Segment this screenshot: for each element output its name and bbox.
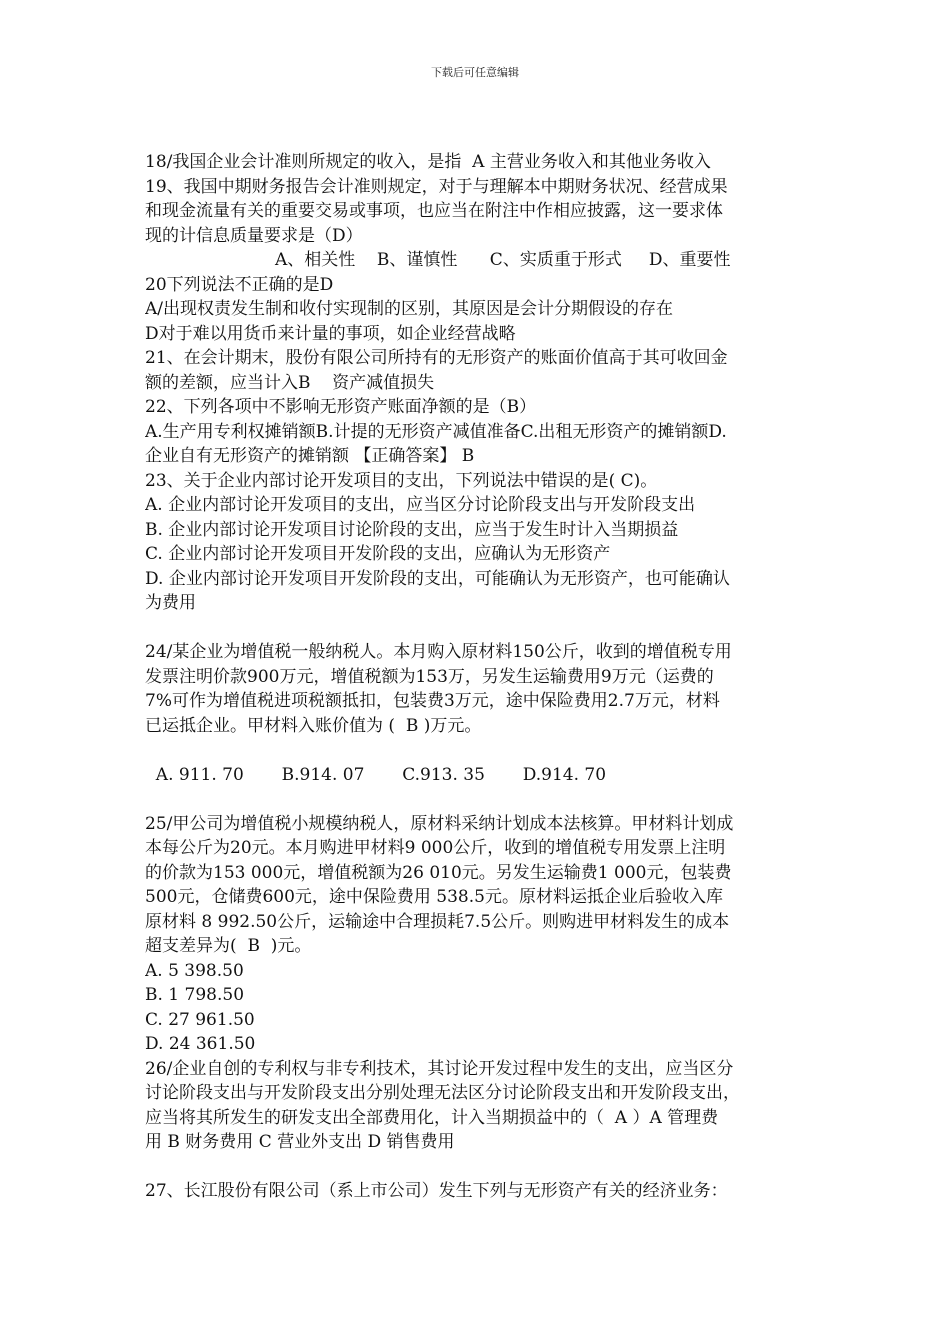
answer-options: A、相关性 B、谨慎性 C、实质重于形式 D、重要性	[275, 250, 731, 270]
text-line: 原材料 8 992.50公斤，运输途中合理损耗7.5公斤。则购进甲材料发生的成本	[145, 911, 730, 932]
text-line: 24/某企业为增值税一般纳税人。本月购入原材料150公斤，收到的增值税专用	[145, 642, 732, 662]
text-line: 26/企业自创的专利权与非专利技术，其讨论开发过程中发生的支出，应当区分	[145, 1058, 734, 1079]
text-line: 27、长江股份有限公司（系上市公司）发生下列与无形资产有关的经济业务：	[145, 1181, 728, 1201]
text-line: D. 企业内部讨论开发项目开发阶段的支出，可能确认为无形资产，也可能确认	[145, 568, 730, 589]
text-line: C. 企业内部讨论开发项目开发阶段的支出，应确认为无形资产	[145, 544, 611, 564]
text-line: 用 B 财务费用 C 营业外支出 D 销售费用	[145, 1132, 455, 1152]
text-line: 23、关于企业内部讨论开发项目的支出，下列说法中错误的是( C)。	[145, 470, 658, 491]
text-line: 现的计信息质量要求是（D）	[145, 225, 363, 246]
text-line: 额的差额，应当计入B 资产减值损失	[145, 372, 435, 393]
answer-option: C. 27 961.50	[145, 1009, 255, 1030]
answer-option: A. 5 398.50	[145, 960, 244, 981]
blank-line	[145, 738, 810, 763]
text-line: D对于难以用货币来计量的事项，如企业经营战略	[145, 323, 516, 344]
text-line: 本每公斤为20元。本月购进甲材料9 000公斤，收到的增值税专用发票上注明	[145, 838, 726, 858]
answer-options: A. 911. 70 B.914. 07 C.913. 35 D.914. 70	[145, 764, 607, 785]
text-line: 20下列说法不正确的是D	[145, 274, 334, 295]
text-line: 25/甲公司为增值税小规模纳税人，原材料采纳计划成本法核算。甲材料计划成	[145, 813, 734, 834]
text-line: 21、在会计期末，股份有限公司所持有的无形资产的账面价值高于其可收回金	[145, 348, 728, 368]
answer-option: B. 1 798.50	[145, 985, 245, 1005]
text-line: 讨论阶段支出与开发阶段支出分别处理无法区分讨论阶段支出和开发阶段支出，	[145, 1083, 740, 1103]
text-line: 超支差异为( B )元。	[145, 936, 312, 956]
text-line: 的价款为153 000元，增值税额为26 010元。另发生运输费1 000元，包装费	[145, 862, 732, 883]
text-line: A. 企业内部讨论开发项目的支出，应当区分讨论阶段支出与开发阶段支出	[145, 495, 696, 515]
text-line: 18/我国企业会计准则所规定的收入，是指 A 主营业务收入和其他业务收入	[145, 152, 711, 172]
blank-line	[145, 787, 810, 812]
text-line: A/出现权责发生制和收付实现制的区别，其原因是会计分期假设的存在	[145, 299, 674, 319]
text-line: 7%可作为增值税进项税额抵扣，包装费3万元，途中保险费用2.7万元，材料	[145, 691, 720, 711]
text-line: A.生产用专利权摊销额B.计提的无形资产减值准备C.出租无形资产的摊销额D.	[145, 421, 727, 442]
text-line: 发票注明价款900万元，增值税额为153万，另发生运输费用9万元（运费的	[145, 666, 714, 687]
text-line: 应当将其所发生的研发支出全部费用化，计入当期损益中的（ A ）A 管理费	[145, 1107, 719, 1128]
blank-line	[145, 1155, 810, 1180]
text-line: B. 企业内部讨论开发项目讨论阶段的支出，应当于发生时计入当期损益	[145, 519, 679, 540]
page-header: 下载后可任意编辑	[431, 66, 519, 79]
answer-option: D. 24 361.50	[145, 1034, 256, 1054]
document-body	[145, 150, 810, 1204]
text-line: 为费用	[145, 593, 196, 613]
text-line: 已运抵企业。甲材料入账价值为 ( B )万元。	[145, 715, 482, 736]
text-line: 和现金流量有关的重要交易或事项，也应当在附注中作相应披露，这一要求体	[145, 201, 723, 221]
text-line: 企业自有无形资产的摊销额 【正确答案】 B	[145, 446, 475, 466]
text-line: 500元，仓储费600元，途中保险费用 538.5元。原材料运抵企业后验收入库	[145, 887, 723, 907]
blank-line	[145, 616, 810, 641]
text-line: 22、下列各项中不影响无形资产账面净额的是（B）	[145, 397, 537, 417]
text-line: 19、我国中期财务报告会计准则规定，对于与理解本中期财务状况、经营成果	[145, 176, 728, 197]
